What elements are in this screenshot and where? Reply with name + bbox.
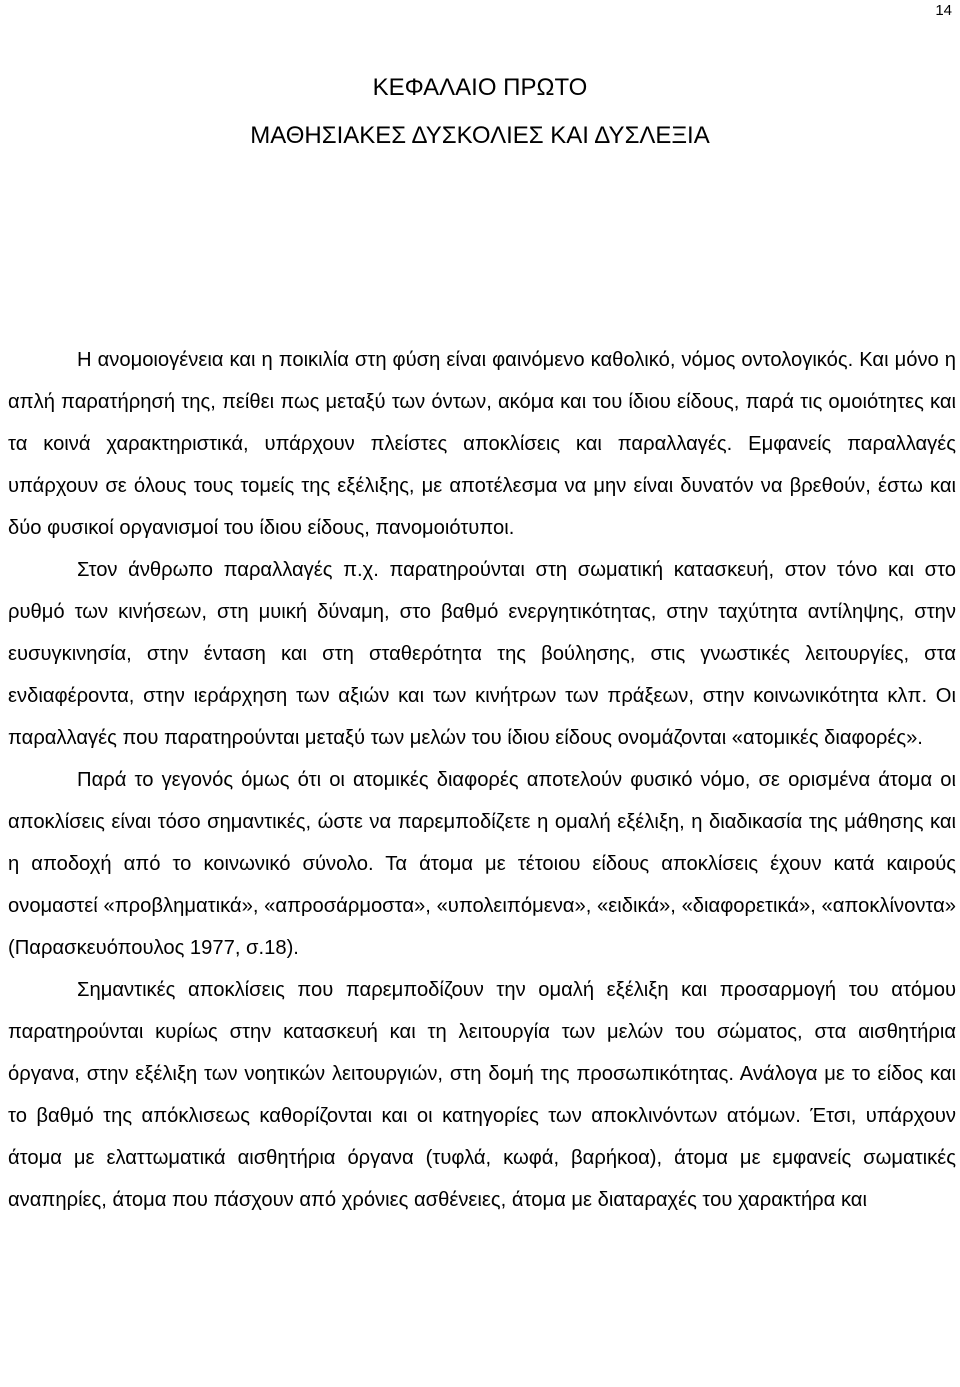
- paragraph: Παρά το γεγονός όμως ότι οι ατομικές διαφορές αποτελούν φυσικό νόμο, σε ορισμένα άτομα οι αποκλίσεις είναι τόσο σημαντικές, ώστε να παρεμποδίζετε η ομαλή εξέλιξη, η διαδικασία της μάθησης και η αποδοχή από το κοινωνικό σύνολο. Τα άτομα με τέτοιου είδους αποκλίσεις έχουν κατά καιρούς ονομαστεί «προβληματικά», «απροσάρμοστα», «υπολειπόμενα», «ειδικά», «διαφορετικά», «αποκλίνοντα» (Παρασκευόπουλος 1977, σ.18).: [8, 769, 956, 959]
- chapter-label: ΚΕΦΑΛΑΙΟ ΠΡΩΤΟ: [372, 74, 588, 101]
- chapter-title: ΜΑΘΗΣΙΑΚΕΣ ΔΥΣΚΟΛΙΕΣ ΚΑΙ ΔΥΣΛΕΞΙΑ: [250, 122, 710, 149]
- paragraph: Στον άνθρωπο παραλλαγές π.χ. παρατηρούνται στη σωματική κατασκευή, στον τόνο και στο ρυθμό των κινήσεων, στη μυική δύναμη, στο βαθμό ενεργητικότητας, στην ταχύτητα αντίληψης, στην ευσυγκινησία, στην ένταση και στη σταθερότητα της βούλησης, στις γνωστικές λειτουργίες, στα ενδιαφέροντα, στην ιεράρχηση των αξιών και των κινήτρων των πράξεων, στην κοινωνικότητα κλπ. Οι παραλλαγές που παρατηρούνται μεταξύ των μελών του ίδιου είδους ονομάζονται «ατομικές διαφορές».: [8, 559, 956, 749]
- paragraph: Η ανομοιογένεια και η ποικιλία στη φύση είναι φαινόμενο καθολικό, νόμος οντολογικός. Και μόνο η απλή παρατήρησή της, πείθει πως μεταξύ των όντων, ακόμα και του ίδιου είδους, παρά τις ομοιότητες και τα κοινά χαρακτηριστικά, υπάρχουν πλείστες αποκλίσεις και παραλλαγές. Εμφανείς παραλλαγές υπάρχουν σε όλους τους τομείς της εξέλιξης, με αποτέλεσμα να μην είναι δυνατόν να βρεθούν, έστω και δύο φυσικοί οργανισμοί του ίδιου είδους, πανομοιότυποι.: [8, 349, 956, 539]
- body-text: [8, 339, 956, 1221]
- paragraph: Σημαντικές αποκλίσεις που παρεμποδίζουν την ομαλή εξέλιξη και προσαρμογή του ατόμου παρατηρούνται κυρίως στην κατασκευή και τη λειτουργία των μελών του σώματος, στα αισθητήρια όργανα, στην εξέλιξη των νοητικών λειτουργιών, στη δομή της προσωπικότητας. Ανάλογα με το είδος και το βαθμό της απόκλισεως καθορίζονται και οι κατηγορίες των αποκλινόντων ατόμων. Έτσι, υπάρχουν άτομα με ελαττωματικά αισθητήρια όργανα (τυφλά, κωφά, βαρήκοα), άτομα με εμφανείς σωματικές αναπηρίες, άτομα που πάσχουν από χρόνιες ασθένειες, άτομα με διαταραχές του χαρακτήρα και: [8, 979, 956, 1211]
- page-number: 14: [935, 2, 952, 19]
- chapter-heading: [0, 64, 960, 160]
